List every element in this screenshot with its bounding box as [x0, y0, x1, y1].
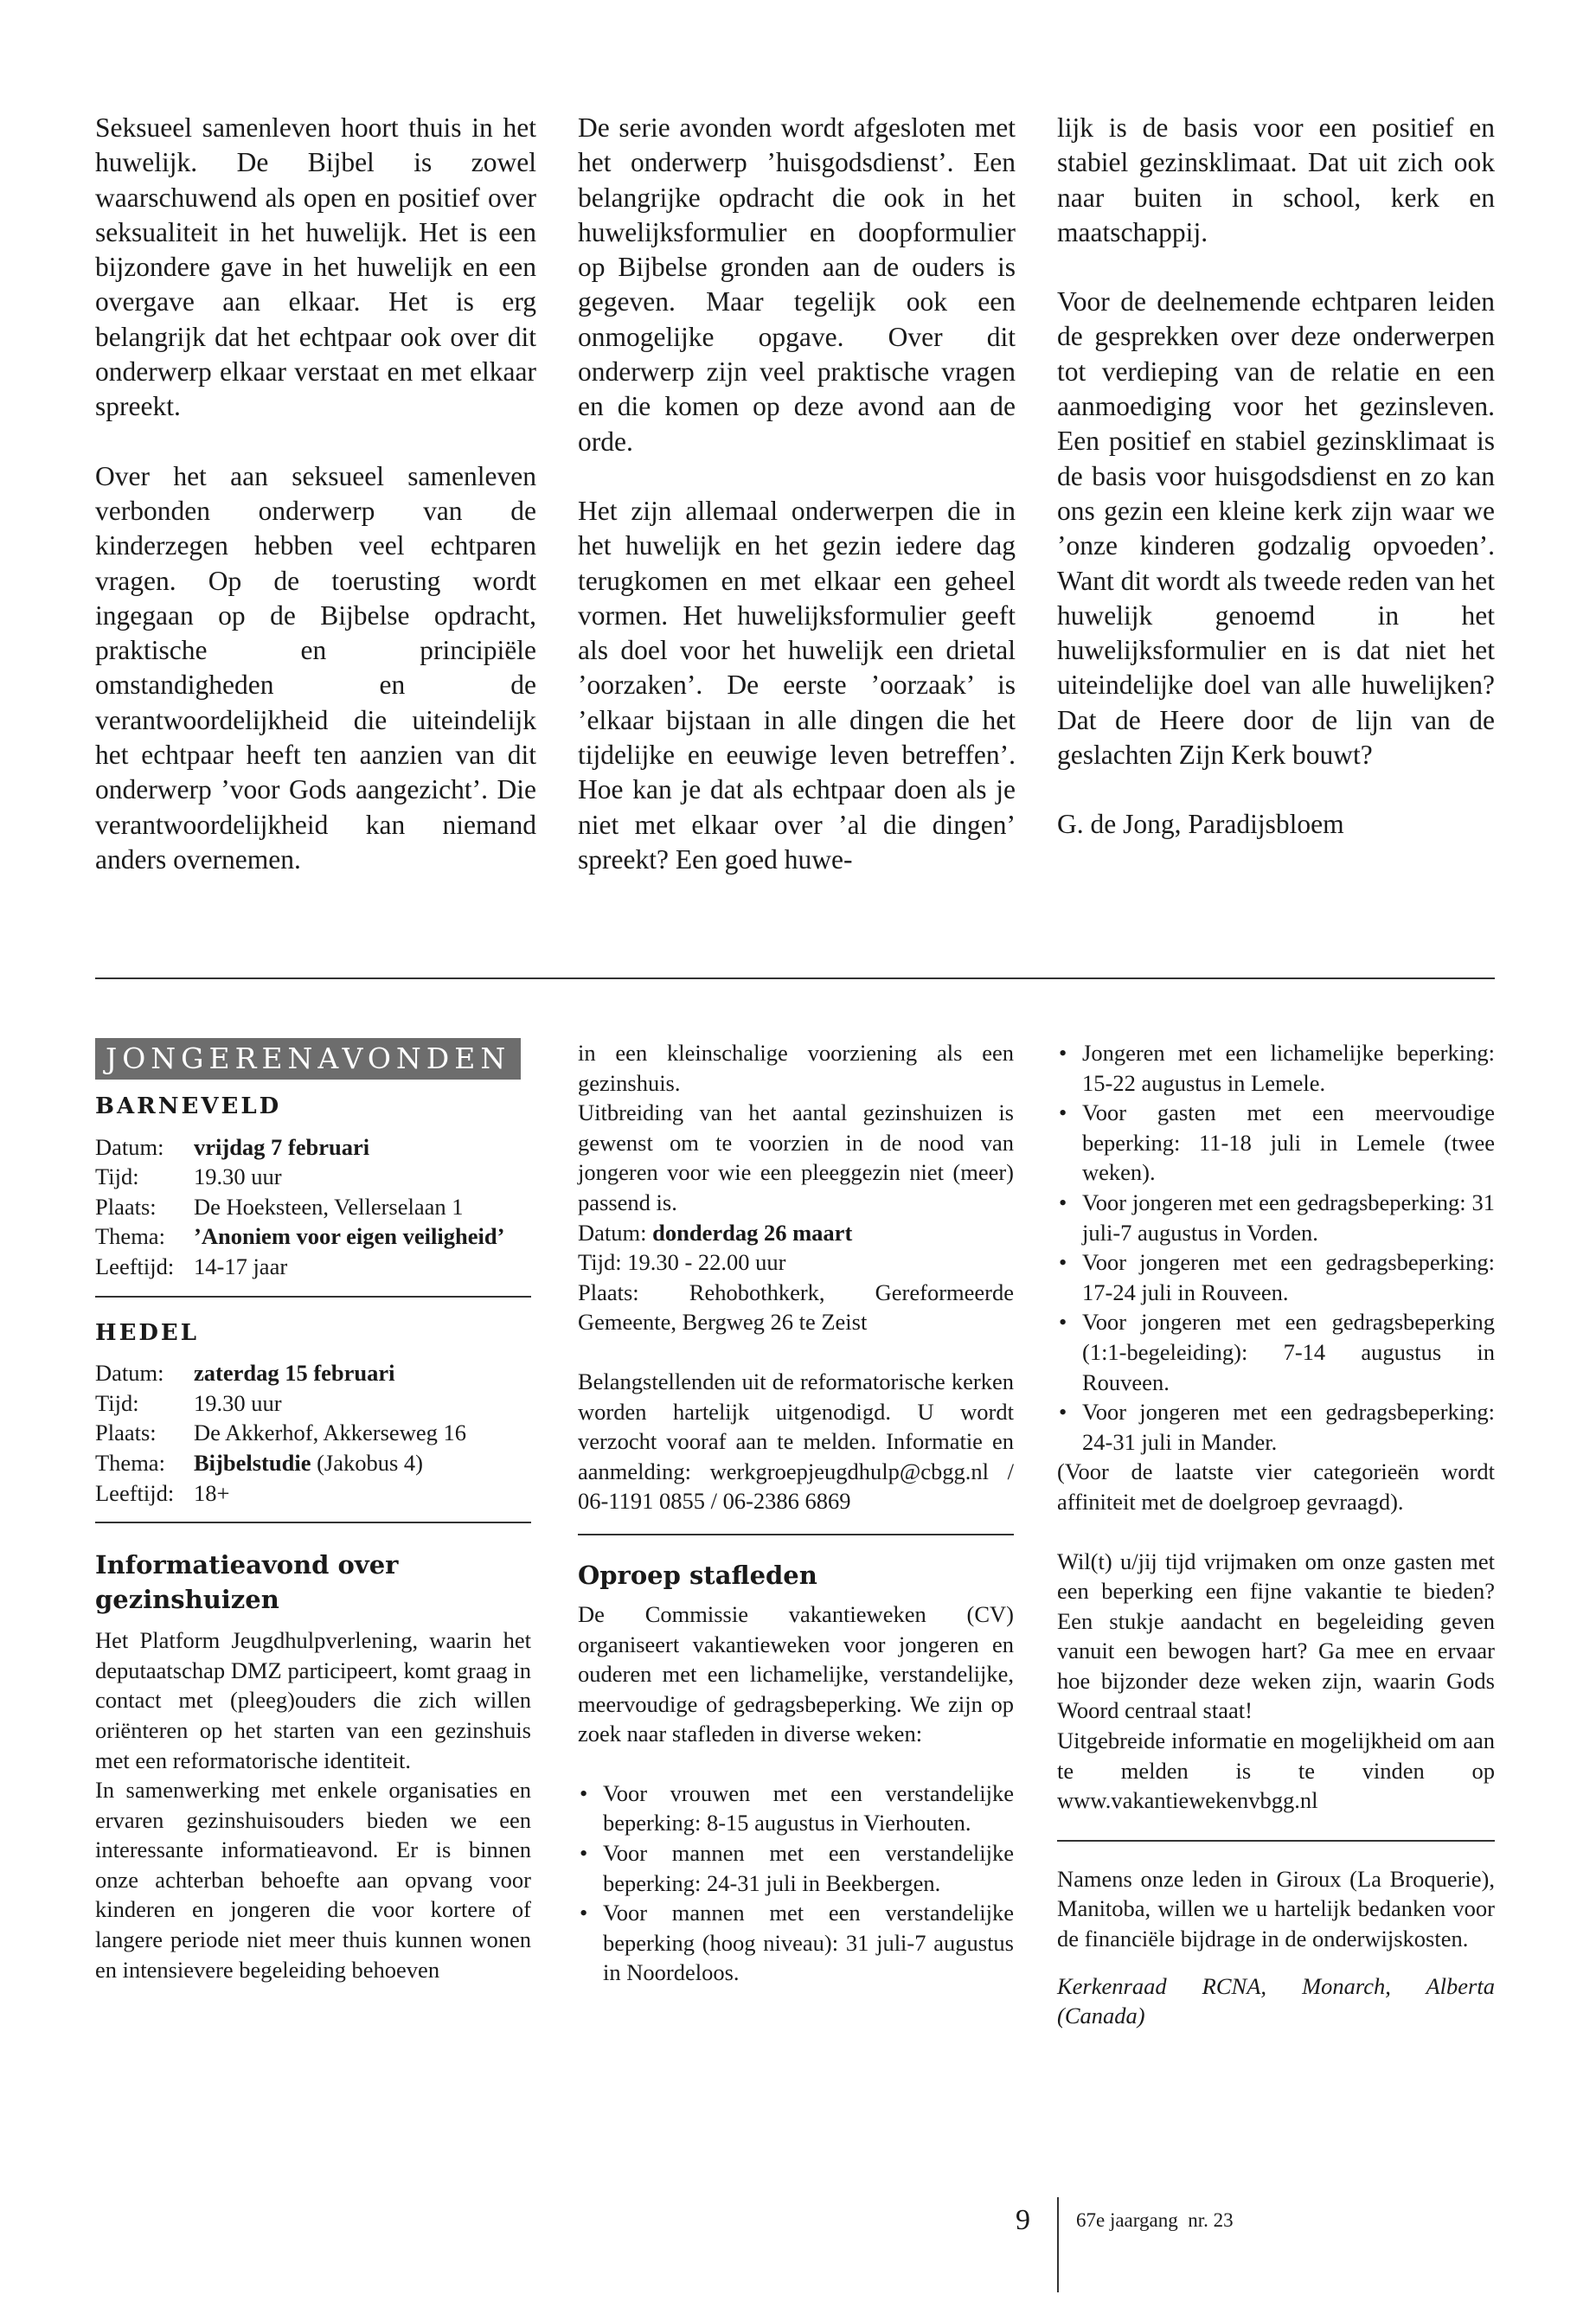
article-column-2 [578, 111, 1016, 877]
section-divider [95, 977, 1495, 979]
page-number: 9 [1016, 2204, 1030, 2236]
paragraph: Wil(t) u/jij tijd vrijmaken om onze gasten met een beperking een fijne vakantie te bieden? Een stukje aandacht en begeleiding geven vanuit een bewogen hart? Ga mee en ervaar hoe bijzonder deze weken zijn, waarin Gods Woord centraal staat! [1057, 1548, 1495, 1724]
event-age: 14-17 jaar [194, 1253, 288, 1279]
paragraph: (Voor de laatste vier categorieën wordt affiniteit met de doelgroep gevraagd). [1057, 1458, 1495, 1515]
field-label: Thema: [95, 1223, 165, 1250]
article-column-1 [95, 111, 536, 877]
vacancy-list [1057, 1038, 1495, 1457]
field-label: Plaats: [95, 1193, 157, 1220]
bottom-column-1 [95, 1038, 531, 1984]
event-theme: ’Anoniem voor eigen veiligheid’ [194, 1223, 505, 1250]
section-banner: JONGERENAVONDEN [95, 1038, 521, 1080]
section-title: Oproep stafleden [578, 1560, 817, 1590]
event-details-barneveld [95, 1132, 531, 1282]
list-item: • Voor vrouwen met een verstandelijke beperking: 8-15 augustus in Vierhouten. [578, 1779, 1014, 1838]
field-label: Tijd: [95, 1389, 139, 1416]
event-place: De Akkerhof, Akkerseweg 16 [194, 1420, 466, 1446]
event-date: donderdag 26 maart [652, 1219, 853, 1246]
list-item: • Voor jongeren met een gedragsbeperking: 31 juli-7 augustus in Vorden. [1057, 1188, 1495, 1247]
article-column-3 [1057, 111, 1495, 843]
list-item: • Voor mannen met een verstandelijke beperking: 24-31 juli in Beekbergen. [578, 1838, 1014, 1898]
event-details-hedel [95, 1358, 531, 1508]
field-label: Datum: [95, 1360, 164, 1387]
article-paragraph: Over het aan seksueel samenleven verbonden onderwerp van de kinderzegen hebben veel echtparen vragen. Op de toerusting wordt ingegaan op de Bijbelse opdracht, praktische en principiële omstandigheden en de verantwoordelijkheid die uiteindelijk het echtpaar heeft ten aanzien van dit onderwerp ’voor Gods aangezicht’. Die verantwoordelijkheid kan niemand anders overnemen. [95, 460, 536, 875]
article-paragraph: Het zijn allemaal onderwerpen die in het huwelijk en het gezin iedere dag terugkomen en met elkaar een geheel vormen. Het huwelijksformulier geeft als doel voor het huwelijk een drietal ’oorzaken’. De eerste ’oorzaak’ is ’elkaar bijstaan in alle dingen die het tijdelijke en eeuwige leven betreffen’. Hoe kan je dat als echtpaar doen als je niet met elkaar over ’al die dingen’ spreekt? Een goed huwe- [578, 495, 1016, 875]
paragraph: in een kleinschalige voorziening als een gezinshuis. [578, 1040, 1014, 1096]
paragraph: De Commissie vakantieweken (CV) organiseert vakantieweken voor jongeren en ouderen met een lichamelijke, verstandelijke, meervoudige of gedragsbeperking. We zijn op zoek naar stafleden in diverse weken: [578, 1600, 1014, 1747]
event-theme: Bijbelstudie [194, 1449, 311, 1476]
article-paragraph: Seksueel samenleven hoort thuis in het huwelijk. De Bijbel is zowel waarschuwend als open en positief over seksualiteit in het huwelijk. Het is een bijzondere gave in het huwelijk en een overgave aan elkaar. Het is erg belangrijk dat het echtpaar ook over dit onderwerp elkaar verstaat en met elkaar spreekt. [95, 112, 536, 422]
event-time: Tijd: 19.30 - 22.00 uur [578, 1249, 786, 1276]
event-time: 19.30 uur [194, 1389, 282, 1416]
field-label: Leeftijd: [95, 1479, 175, 1506]
list-item: • Voor gasten met een meervoudige beperking: 11-18 juli in Lemele (twee weken). [1057, 1098, 1495, 1188]
event-date: zaterdag 15 februari [194, 1360, 395, 1387]
paragraph: Uitgebreide informatie en mogelijkheid om aan te melden is te vinden op www.vakantiewekenvbgg.nl [1057, 1727, 1495, 1814]
field-label: Thema: [95, 1449, 165, 1476]
list-item: • Voor jongeren met een gedragsbeperking: 17-24 juli in Rouveen. [1057, 1247, 1495, 1307]
thanks-paragraph: Namens onze leden in Giroux (La Broquerie), Manitoba, willen we u hartelijk bedanken voor de financiële bijdrage in de onderwijskosten. [1057, 1865, 1495, 1952]
signature: Kerkenraad RCNA, Monarch, Alberta (Canada) [1057, 1972, 1495, 2029]
field-label: Plaats: [95, 1420, 157, 1446]
event-place: Plaats: Rehobothkerk, Gereformeerde Gemeente, Bergweg 26 te Zeist [578, 1279, 1014, 1336]
event-date-line [578, 1218, 1014, 1248]
event-time: 19.30 uur [194, 1163, 282, 1190]
list-item: • Voor mannen met een verstandelijke beperking (hoog niveau): 31 juli-7 augustus in Noordeloos. [578, 1898, 1014, 1988]
list-item: • Voor jongeren met een gedragsbeperking (1:1-begeleiding): 7-14 augustus in Rouveen. [1057, 1307, 1495, 1397]
paragraph: Uitbreiding van het aantal gezinshuizen is gewenst om te voorzien in de nood van jongeren voor wie een pleeggezin niet (meer) passend is. [578, 1099, 1014, 1215]
location-heading: HEDEL [95, 1319, 200, 1346]
list-item: • Voor jongeren met een gedragsbeperking: 24-31 juli in Mander. [1057, 1397, 1495, 1457]
footer-divider [1057, 2197, 1059, 2292]
field-label: Leeftijd: [95, 1253, 175, 1279]
paragraph: Het Platform Jeugdhulpverlening, waarin het deputaatschap DMZ participeert, komt graag in contact met (pleeg)ouders die zich willen oriënteren op het starten van een gezinshuis met een reformatorische identiteit. [95, 1627, 531, 1773]
event-theme-extra: (Jakobus 4) [311, 1449, 424, 1476]
bottom-column-2 [578, 1038, 1014, 1988]
paragraph: In samenwerking met enkele organisaties en ervaren gezinshuisouders bieden we een interessante informatieavond. Er is binnen onze achterban behoefte aan opvang voor kinderen en jongeren die voor kortere of langere periode niet meer thuis kunnen wonen en intensievere begeleiding behoeven [95, 1777, 531, 1983]
article-paragraph: De serie avonden wordt afgesloten met het onderwerp ’huisgodsdienst’. Een belangrijke opdracht die ook in het huwelijksformulier en doopformulier op Bijbelse gronden aan de ouders is gegeven. Maar tegelijk ook een onmogelijke opgave. Over dit onderwerp zijn veel praktische vragen en die komen op deze avond aan de orde. [578, 112, 1016, 457]
event-place: De Hoeksteen, Vellerselaan 1 [194, 1193, 464, 1220]
bottom-column-3 [1057, 1038, 1495, 2031]
issue-info: 67e jaargang nr. 23 [1076, 2209, 1234, 2231]
section-title: Informatieavond over gezinshuizen [95, 1550, 399, 1615]
event-age: 18+ [194, 1479, 230, 1506]
article-paragraph: lijk is de basis voor een positief en stabiel gezinsklimaat. Dat uit zich ook naar buiten in school, kerk en maatschappij. [1057, 112, 1495, 247]
article-paragraph: Voor de deelnemende echtparen leiden de gesprekken over deze onderwerpen tot verdieping van de relatie en een aanmoediging voor het gezinsleven. Een positief en stabiel gezinsklimaat is de basis voor huisgodsdienst en zo kan ons gezin een kleine kerk zijn waar we ’onze kinderen godzalig opvoeden’. Want dit wordt als tweede reden van het huwelijk genoemd in het huwelijksformulier en is dat niet het uiteindelijke doel van alle huwelijken? Dat de Heere door de lijn van de geslachten Zijn Kerk bouwt? [1057, 286, 1495, 771]
field-label: Datum: [95, 1133, 164, 1160]
field-label: Tijd: [95, 1163, 139, 1190]
article-author: G. de Jong, Paradijsbloem [1057, 809, 1344, 840]
vacancy-list [578, 1779, 1014, 1988]
event-date: vrijdag 7 februari [194, 1133, 370, 1160]
paragraph: Belangstellenden uit de reformatorische kerken worden hartelijk uitgenodigd. U wordt verzocht vooraf aan te melden. Informatie en aanmelding: werkgroepjeugdhulp@cbgg.nl / 06-1191 0855 / 06-2386 6869 [578, 1368, 1014, 1515]
location-heading: BARNEVELD [95, 1093, 282, 1119]
field-label: Datum: [578, 1219, 647, 1246]
list-item: • Jongeren met een lichamelijke beperking: 15-22 augustus in Lemele. [1057, 1038, 1495, 1098]
